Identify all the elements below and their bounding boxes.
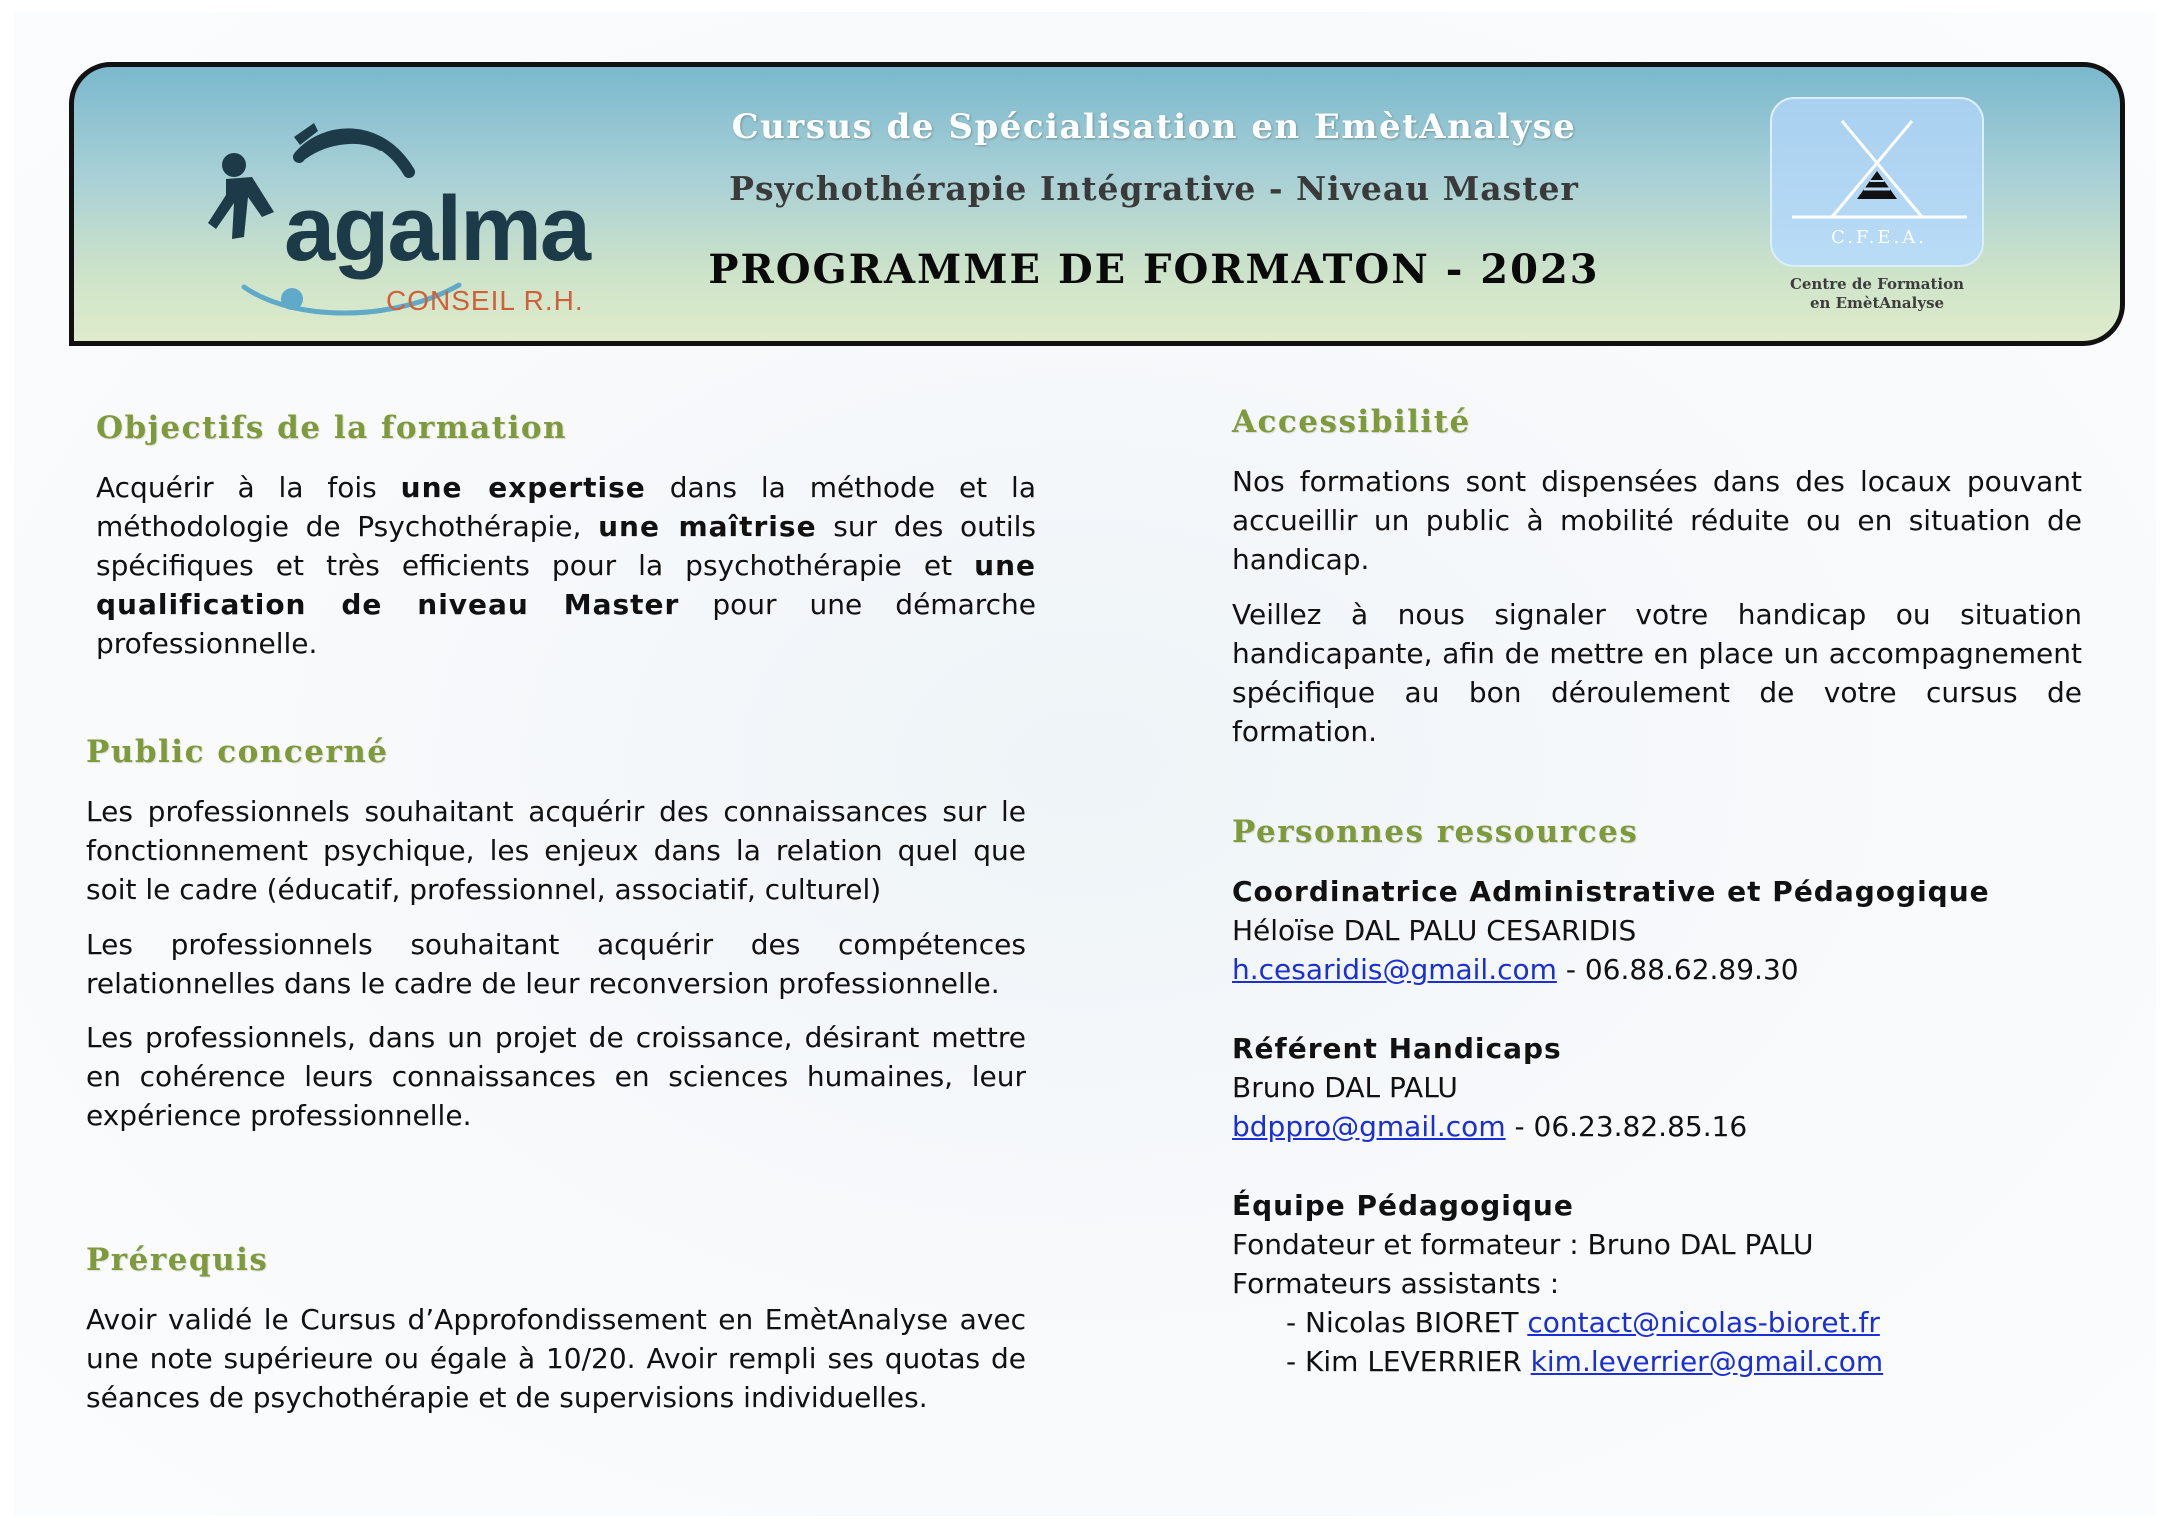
equipe-block bbox=[1232, 1186, 2132, 1381]
accessibilite-paragraph-2: Veillez à nous signaler votre handicap ou situation handicapante, afin de mettre en place un accompagnement spécifique au bon déroulement de votre cursus de formation. bbox=[1232, 598, 2082, 748]
objectifs-bold-1: une expertise bbox=[400, 471, 646, 504]
cfea-badge bbox=[1770, 97, 1984, 267]
assistant-2-email-link[interactable]: kim.leverrier@gmail.com bbox=[1530, 1345, 1884, 1378]
objectifs-bold-3: une qualification de niveau Master bbox=[96, 549, 1036, 621]
coordinatrice-block bbox=[1232, 872, 2132, 989]
public-paragraph-3: Les professionnels, dans un projet de croissance, désirant mettre en cohérence leurs connaissances en sciences humaines, leur expérience professionnelle. bbox=[86, 1021, 1026, 1132]
assistant-1-name: - Nicolas BIORET bbox=[1286, 1306, 1528, 1339]
coordinatrice-role: Coordinatrice Administrative et Pédagogique bbox=[1232, 875, 1990, 908]
prerequis-title: Prérequis bbox=[86, 1242, 269, 1278]
coordinatrice-email-link[interactable]: h.cesaridis@gmail.com bbox=[1232, 953, 1557, 986]
cfea-caption bbox=[1764, 275, 1990, 313]
referent-handicap-contact bbox=[1232, 1107, 2132, 1146]
cursus-title: Cursus de Spécialisation en EmètAnalyse bbox=[731, 107, 1577, 147]
document-page bbox=[14, 12, 2156, 1516]
cursus-subtitle: Psychothérapie Intégrative - Niveau Master bbox=[729, 169, 1579, 208]
programme-title: PROGRAMME DE FORMATON - 2023 bbox=[708, 246, 1600, 293]
equipe-assistants-label: Formateurs assistants : bbox=[1232, 1267, 1560, 1300]
agalma-subtitle: CONSEIL R.H. bbox=[386, 285, 584, 316]
referent-handicap-block bbox=[1232, 1029, 2132, 1146]
referent-handicap-role: Référent Handicaps bbox=[1232, 1032, 1562, 1065]
coordinatrice-name: Héloïse DAL PALU CESARIDIS bbox=[1232, 914, 1637, 947]
coordinatrice-phone: - 06.88.62.89.30 bbox=[1556, 953, 1799, 986]
public-paragraph-1: Les professionnels souhaitant acquérir des connaissances sur le fonctionnement psychique, les enjeux dans la relation quel que soit le cadre (éducatif, professionnel, associatif, culturel) bbox=[86, 795, 1026, 906]
assistant-2 bbox=[1232, 1342, 2132, 1381]
equipe-fondateur: Fondateur et formateur : Bruno DAL PALU bbox=[1232, 1228, 1814, 1261]
agalma-logo bbox=[204, 117, 624, 317]
objectifs-text-2: dans la méthode et la méthodologie de Psychothérapie, bbox=[96, 471, 1036, 543]
referent-handicap-email-link[interactable]: bdppro@gmail.com bbox=[1232, 1110, 1506, 1143]
cfea-logo bbox=[1764, 97, 1984, 327]
objectifs-text-1: Acquérir à la fois bbox=[96, 471, 401, 504]
assistant-1 bbox=[1232, 1303, 2132, 1342]
triangle-pyramid-icon bbox=[1772, 99, 1986, 229]
accessibilite-title: Accessibilité bbox=[1232, 404, 1471, 440]
cfea-caption-line1: Centre de Formation bbox=[1789, 275, 1965, 293]
equipe-role: Équipe Pédagogique bbox=[1232, 1189, 1574, 1222]
cfea-label: C.F.E.A. bbox=[1831, 227, 1927, 248]
banner-titles bbox=[634, 107, 1674, 293]
assistant-2-name: - Kim LEVERRIER bbox=[1286, 1345, 1531, 1378]
objectifs-paragraph bbox=[96, 468, 1036, 663]
accessibilite-paragraph-1: Nos formations sont dispensées dans des locaux pouvant accueillir un public à mobilité réduite ou en situation de handicap. bbox=[1232, 465, 2082, 576]
objectifs-text-3: sur des outils spécifiques et très efficients pour la psychothérapie et bbox=[96, 510, 1036, 582]
referent-handicap-name: Bruno DAL PALU bbox=[1232, 1071, 1458, 1104]
header-banner bbox=[69, 62, 2125, 346]
assistant-1-email-link[interactable]: contact@nicolas-bioret.fr bbox=[1527, 1306, 1880, 1339]
public-title: Public concerné bbox=[86, 734, 389, 770]
cfea-caption-line2: en EmètAnalyse bbox=[1809, 294, 1945, 312]
personnes-title: Personnes ressources bbox=[1232, 814, 1639, 850]
public-paragraph-2: Les professionnels souhaitant acquérir des compétences relationnelles dans le cadre de leur reconversion professionnelle. bbox=[86, 928, 1026, 1000]
objectifs-title: Objectifs de la formation bbox=[96, 410, 568, 446]
objectifs-bold-2: une maîtrise bbox=[598, 510, 817, 543]
referent-handicap-phone: - 06.23.82.85.16 bbox=[1505, 1110, 1748, 1143]
objectifs-text-4: pour une démarche professionnelle. bbox=[96, 588, 1036, 660]
prerequis-paragraph: Avoir validé le Cursus d’Approfondissement en EmètAnalyse avec une note supérieure ou égale à 10/20. Avoir rempli ses quotas de séances de psychothérapie et de supervisions individuelles. bbox=[86, 1303, 1026, 1414]
coordinatrice-contact bbox=[1232, 950, 2132, 989]
agalma-wordmark: agalma bbox=[284, 178, 590, 280]
